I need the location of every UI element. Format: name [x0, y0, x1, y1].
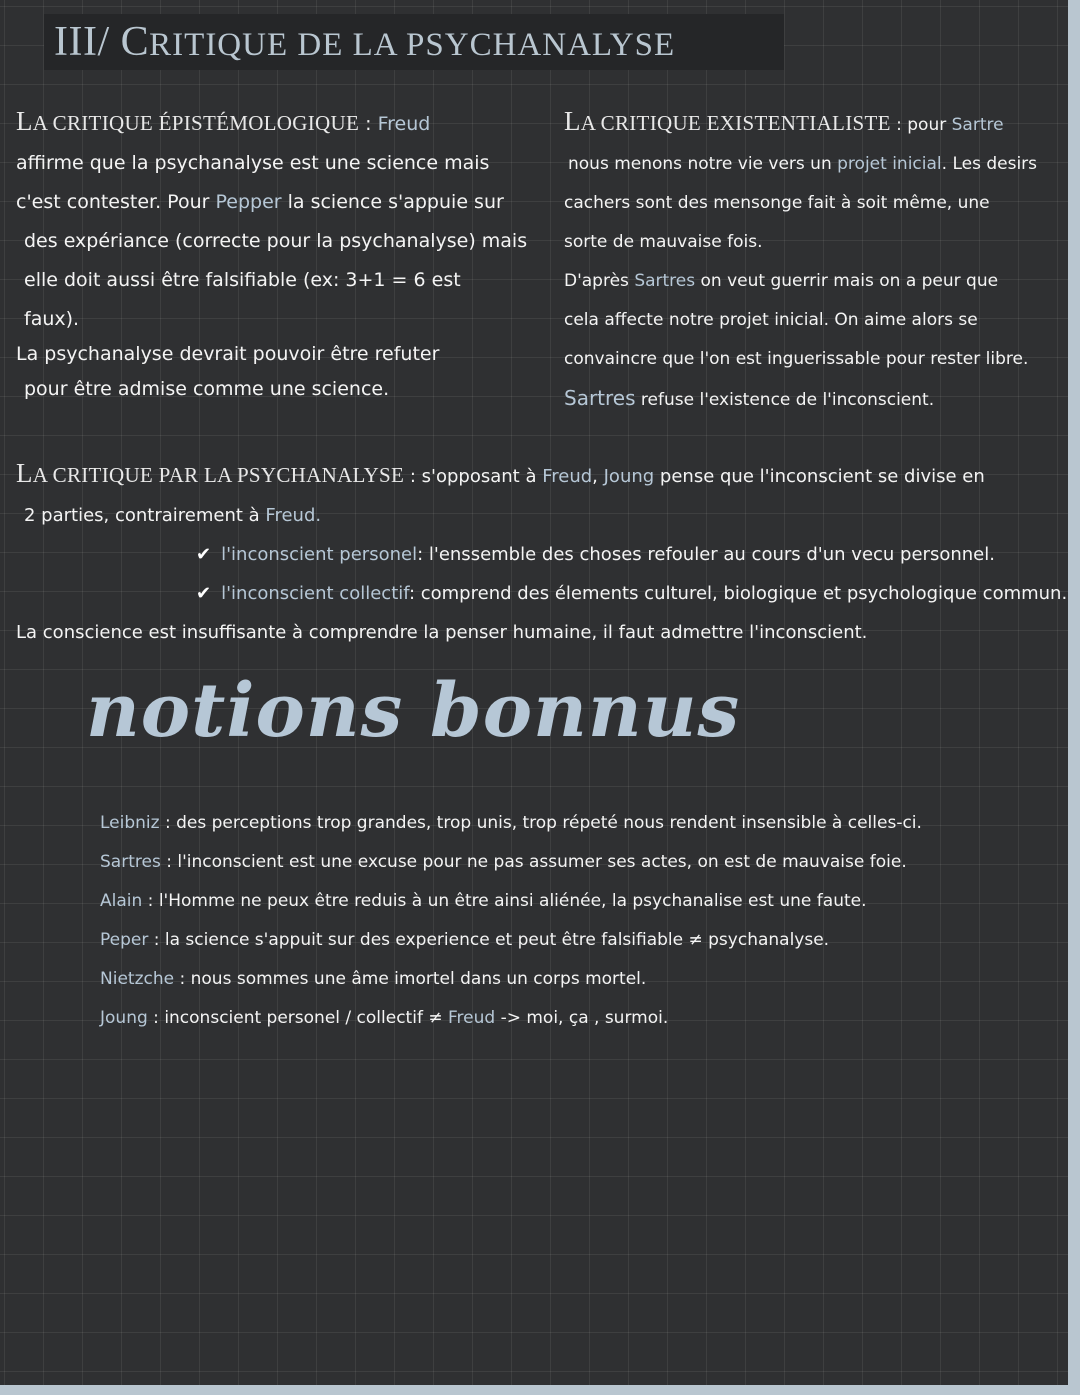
section-existentialiste: LA CRITIQUE EXISTENTIALISTE : pour Sartre nous menons notre vie vers un projet inicial. Les desirs cachers sont des mensonge fait à soit même, une sorte de mauvaise fois. D'après Sartres on veut guerrir mais on a peur que cela affecte notre projet inicial. On aime alors se convaincre que l'on est inguerissable pour rester libre. Sartres refuse l'existence de l'inconscient.: [564, 102, 1064, 420]
existentialiste-line: sorte de mauvaise fois.: [564, 232, 763, 252]
page-title: [54, 18, 675, 66]
bullet-collectif: ✔ l'inconscient collectif: comprend des élements culturel, biologique et psychologique commun.: [196, 583, 1068, 604]
name-freud: Freud.: [265, 505, 322, 526]
name-pepper: Pepper: [215, 191, 282, 213]
conclusion: La conscience est insuffisante à comprendre la penser humaine, il faut admettre l'inconscient.: [16, 622, 868, 643]
check-icon: ✔: [196, 544, 212, 565]
section-par-psychanalyse: LA CRITIQUE PAR LA PSYCHANALYSE : s'opposant à Freud, Joung pense que l'inconscient se divise en 2 parties, contrairement à Freud. ✔ l'inconscient personel: l'enssemble des choses refouler au cours d'un vecu personnel. ✔ l'inconscient collectif: comprend des élements culturel, biologique et psychologique commun. La conscience est insuffisante à comprendre la penser humaine, il faut admettre l'inconscient.: [16, 454, 1061, 652]
existentialiste-line: nous menons notre vie vers un projet inicial. Les desirs: [568, 154, 1038, 174]
check-icon: ✔: [196, 583, 212, 604]
existentialiste-line: D'après Sartres on veut guerrir mais on a peur que: [564, 271, 999, 291]
epistemo-line: des expériance (correcte pour la psychanalyse) mais: [24, 230, 528, 252]
projet-inicial: projet inicial: [837, 154, 942, 174]
epistemo-line: La psychanalyse devrait pouvoir être refuter: [16, 343, 440, 365]
name-freud: Freud: [542, 466, 593, 487]
section-epistemologique: LA CRITIQUE ÉPISTÉMOLOGIQUE : Freud affirme que la psychanalyse est une science mais c'est contester. Pour Pepper la science s'appuie sur des expériance (correcte pour la psychanalyse) mais elle doit aussi être falsifiable (ex: 3+1 = 6 est faux). La psychanalyse devrait pouvoir être refuter pour être admise comme une science.: [16, 102, 536, 409]
name-joung: Joung: [603, 466, 655, 487]
name-freud: Freud: [377, 113, 431, 135]
bonus-item: Nietzche : nous sommes une âme imortel dans un corps mortel.: [100, 969, 647, 989]
existentialiste-line: cela affecte notre projet inicial. On aime alors se: [564, 310, 978, 330]
bonus-item: Sartres : l'inconscient est une excuse pour ne pas assumer ses actes, on est de mauvaise foie.: [100, 852, 907, 872]
epistemo-line: c'est contester. Pour Pepper la science s'appuie sur: [16, 191, 504, 213]
par-psy-line: 2 parties, contrairement à Freud.: [24, 505, 322, 526]
epistemo-heading: LA CRITIQUE ÉPISTÉMOLOGIQUE: [16, 106, 360, 136]
par-psy-heading: LA CRITIQUE PAR LA PSYCHANALYSE: [16, 458, 405, 488]
bullet-personel: ✔ l'inconscient personel: l'enssemble des choses refouler au cours d'un vecu personnel.: [196, 544, 995, 565]
bonus-item: Peper : la science s'appuit sur des experience et peut être falsifiable ≠ psychanalyse.: [100, 930, 830, 950]
title-first-letter: C: [120, 19, 150, 65]
existentialiste-line: cachers sont des mensonge fait à soit même, une: [564, 193, 990, 213]
epistemo-line: faux).: [24, 308, 80, 330]
existentialiste-line: Sartres refuse l'existence de l'inconscient.: [564, 386, 935, 410]
bonus-title: notions bonnus: [86, 668, 741, 754]
name-sartre: Sartre: [951, 115, 1004, 135]
existentialiste-heading: LA CRITIQUE EXISTENTIALISTE: [564, 106, 891, 136]
epistemo-line: elle doit aussi être falsifiable (ex: 3+1 = 6 est: [24, 269, 461, 291]
epistemo-line: affirme que la psychanalyse est une science mais: [16, 152, 490, 174]
existentialiste-line: convaincre que l'on est inguerissable pour rester libre.: [564, 349, 1029, 369]
bonus-list: [100, 804, 1040, 1038]
name-sartres: Sartres: [634, 271, 696, 291]
title-rest: RITIQUE DE LA PSYCHANALYSE: [149, 27, 676, 63]
name-sartres: Sartres: [564, 386, 636, 410]
epistemo-line: pour être admise comme une science.: [24, 378, 390, 400]
bonus-item: Alain : l'Homme ne peux être reduis à un être ainsi aliénée, la psychanalise est une faute.: [100, 891, 867, 911]
bonus-item: Joung : inconscient personel / collectif ≠ Freud -> moi, ça , surmoi.: [100, 1008, 669, 1028]
title-prefix: III/: [54, 19, 121, 65]
bonus-item: Leibniz : des perceptions trop grandes, trop unis, trop répeté nous rendent insensible à celles-ci.: [100, 813, 922, 833]
